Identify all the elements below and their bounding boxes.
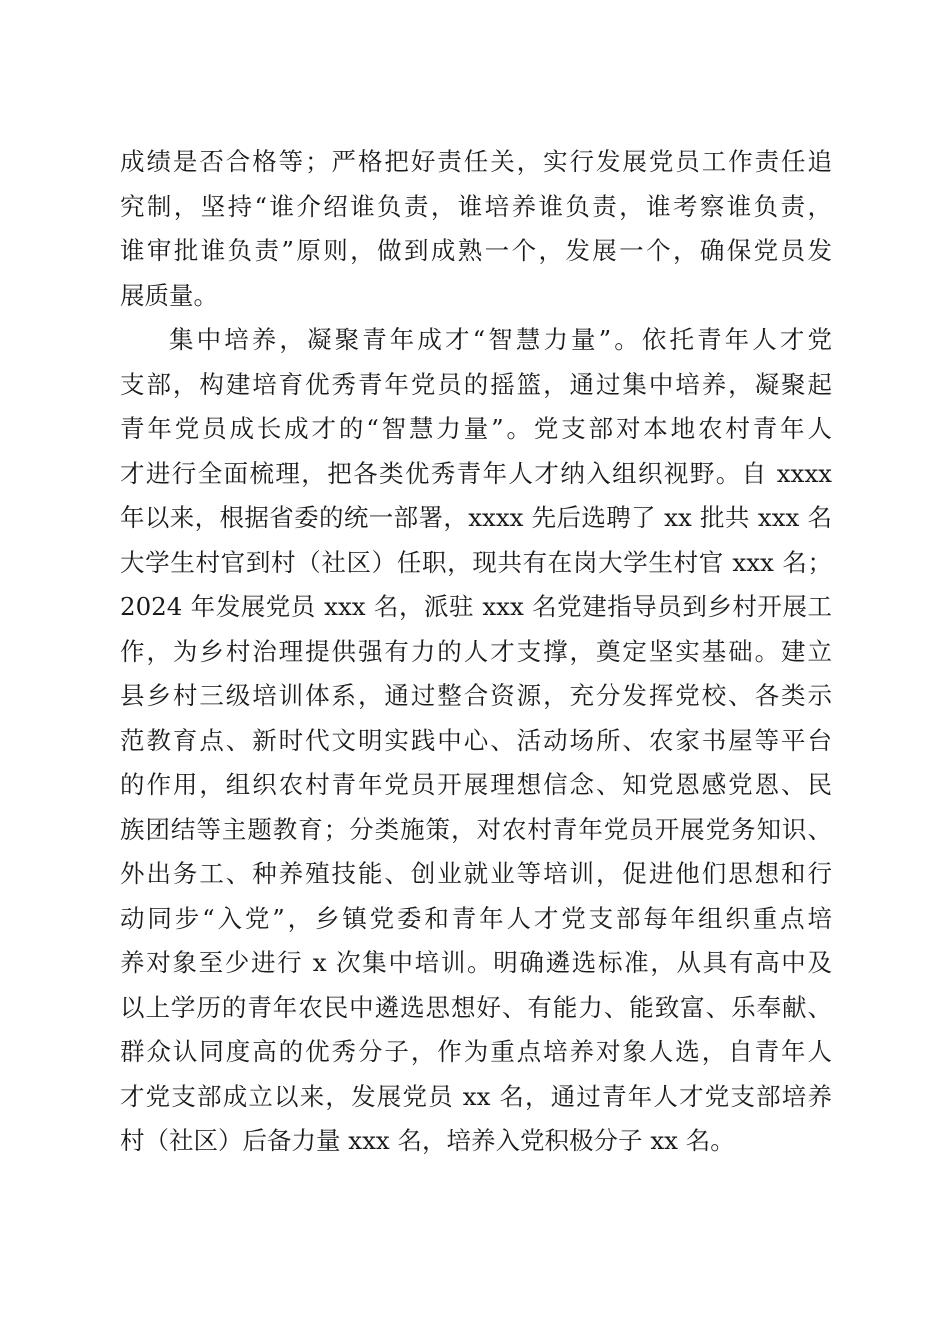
text-line-5: 集中培养，凝聚青年成才“智慧力量”。依托青年人才党 [169, 325, 832, 354]
text-line-23: 村（社区）后备力量 xxx 名，培养入党积极分子 xx 名。 [120, 1126, 735, 1155]
text-line-3: 谁审批谁负责”原则，做到成熟一个，发展一个，确保党员发 [120, 236, 832, 265]
text-line-16: 族团结等主题教育；分类施策，对农村青年党员开展党务知识、 [120, 814, 832, 844]
text-line-19: 养对象至少进行 x 次集中培训。明确遴选标准，从具有高中及 [120, 948, 832, 977]
text-line-10: 大学生村官到村（社区）任职，现共有在岗大学生村官 xxx 名； [120, 547, 832, 577]
text-line-21: 群众认同度高的优秀分子，作为重点培养对象人选，自青年人 [120, 1037, 832, 1066]
text-line-1: 成绩是否合格等；严格把好责任关，实行发展党员工作责任追 [120, 147, 832, 176]
text-line-14: 范教育点、新时代文明实践中心、活动场所、农家书屋等平台 [120, 725, 832, 755]
text-line-8: 才进行全面梳理，把各类优秀青年人才纳入组织视野。自 xxxx [120, 458, 832, 488]
text-line-17: 外出务工、种养殖技能、创业就业等培训，促进他们思想和行 [120, 859, 832, 888]
body-text [120, 140, 832, 1164]
text-line-11: 2024 年发展党员 xxx 名，派驻 xxx 名党建指导员到乡村开展工 [120, 592, 832, 621]
text-line-22: 才党支部成立以来，发展党员 xx 名，通过青年人才党支部培养 [120, 1081, 832, 1111]
text-line-15: 的作用，组织农村青年党员开展理想信念、知党恩感党恩、民 [120, 770, 832, 799]
text-line-20: 以上学历的青年农民中遴选思想好、有能力、能致富、乐奉献、 [120, 992, 832, 1022]
text-line-18: 动同步“入党”，乡镇党委和青年人才党支部每年组织重点培 [120, 903, 832, 933]
text-line-12: 作，为乡村治理提供强有力的人才支撑，奠定坚实基础。建立 [120, 636, 832, 666]
text-line-2: 究制，坚持“谁介绍谁负责，谁培养谁负责，谁考察谁负责， [120, 191, 832, 221]
text-line-4: 展质量。 [120, 280, 218, 310]
text-line-6: 支部，构建培育优秀青年党员的摇篮，通过集中培养，凝聚起 [120, 369, 832, 399]
text-line-9: 年以来，根据省委的统一部署，xxxx 先后选聘了 xx 批共 xxx 名 [120, 503, 832, 532]
text-line-13: 县乡村三级培训体系，通过整合资源，充分发挥党校、各类示 [120, 681, 832, 710]
text-line-7: 青年党员成长成才的“智慧力量”。党支部对本地农村青年人 [120, 414, 832, 443]
